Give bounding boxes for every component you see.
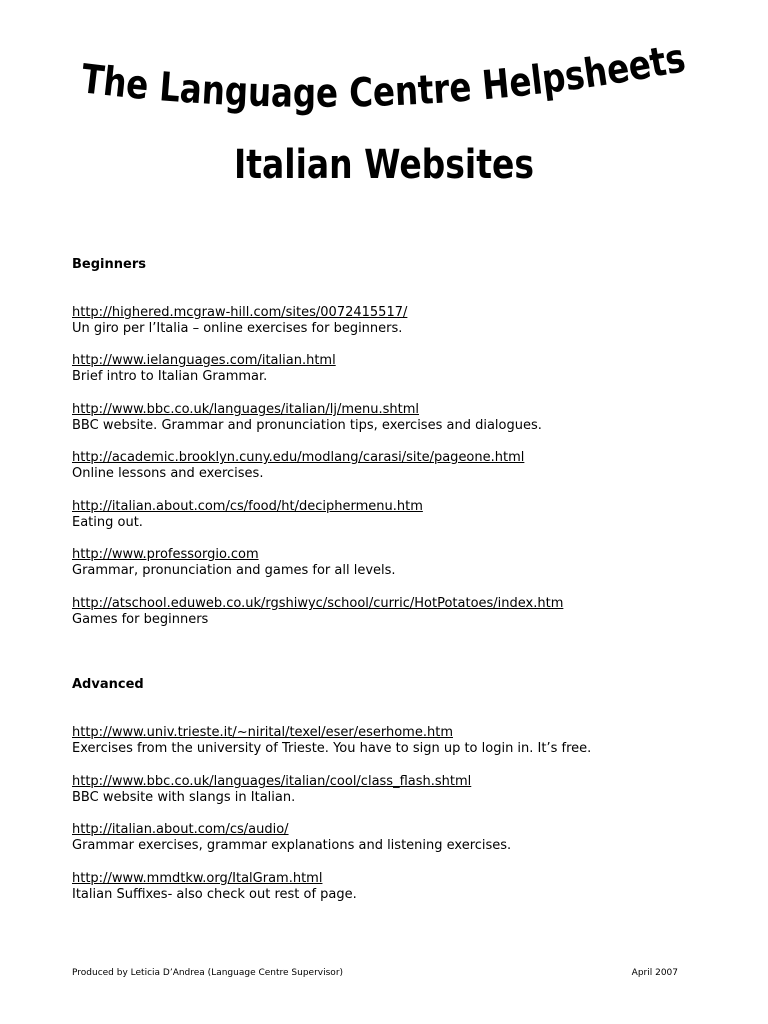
- list-item: [72, 725, 712, 757]
- link-description: Online lessons and exercises.: [72, 466, 264, 481]
- section-heading-beginners: Beginners: [72, 257, 146, 272]
- link-description: Exercises from the university of Trieste. You have to sign up to login in. It’s free.: [72, 741, 592, 756]
- link-description: Grammar exercises, grammar explanations and listening exercises.: [72, 838, 512, 853]
- website-link[interactable]: http://www.professorgio.com: [72, 547, 259, 562]
- link-description: Eating out.: [72, 515, 143, 530]
- list-item: [72, 774, 712, 806]
- link-description: Italian Suffixes- also check out rest of page.: [72, 887, 357, 902]
- website-link[interactable]: http://highered.mcgraw-hill.com/sites/0072415517/: [72, 305, 408, 320]
- link-description: BBC website with slangs in Italian.: [72, 790, 296, 805]
- list-item: [72, 822, 712, 854]
- website-link[interactable]: http://academic.brooklyn.cuny.edu/modlang/carasi/site/pageone.html: [72, 450, 525, 465]
- list-item: [72, 450, 712, 482]
- website-link[interactable]: http://italian.about.com/cs/food/ht/deciphermenu.htm: [72, 499, 423, 514]
- link-description: Brief intro to Italian Grammar.: [72, 369, 268, 384]
- link-description: Un giro per l’Italia – online exercises for beginners.: [72, 321, 403, 336]
- website-link[interactable]: http://www.univ.trieste.it/~nirital/texel/eser/eserhome.htm: [72, 725, 453, 740]
- link-description: BBC website. Grammar and pronunciation tips, exercises and dialogues.: [72, 418, 542, 433]
- website-link[interactable]: http://atschool.eduweb.co.uk/rgshiwyc/school/curric/HotPotatoes/index.htm: [72, 596, 564, 611]
- link-description: Grammar, pronunciation and games for all levels.: [72, 563, 396, 578]
- footer-date: April 2007: [631, 968, 678, 978]
- title-line-2: Italian Websites: [234, 142, 534, 188]
- title-wordart: [0, 0, 768, 200]
- title-line-1: The Language Centre Helpsheets: [78, 34, 694, 117]
- website-link[interactable]: http://www.bbc.co.uk/languages/italian/lj/menu.shtml: [72, 402, 420, 417]
- website-link[interactable]: http://www.ielanguages.com/italian.html: [72, 353, 336, 368]
- website-link[interactable]: http://www.bbc.co.uk/languages/italian/cool/class_flash.shtml: [72, 774, 472, 789]
- list-item: [72, 305, 712, 337]
- list-item: [72, 353, 712, 385]
- list-item: [72, 596, 712, 628]
- list-item: [72, 499, 712, 531]
- section-heading-advanced: Advanced: [72, 677, 144, 692]
- list-item: [72, 547, 712, 579]
- website-link[interactable]: http://www.mmdtkw.org/ItalGram.html: [72, 871, 323, 886]
- website-link[interactable]: http://italian.about.com/cs/audio/: [72, 822, 289, 837]
- list-item: [72, 871, 712, 903]
- page-footer: [72, 968, 678, 978]
- link-description: Games for beginners: [72, 612, 209, 627]
- footer-credit: Produced by Leticia D’Andrea (Language Centre Supervisor): [72, 968, 344, 978]
- list-item: [72, 402, 712, 434]
- document-title: [0, 0, 768, 200]
